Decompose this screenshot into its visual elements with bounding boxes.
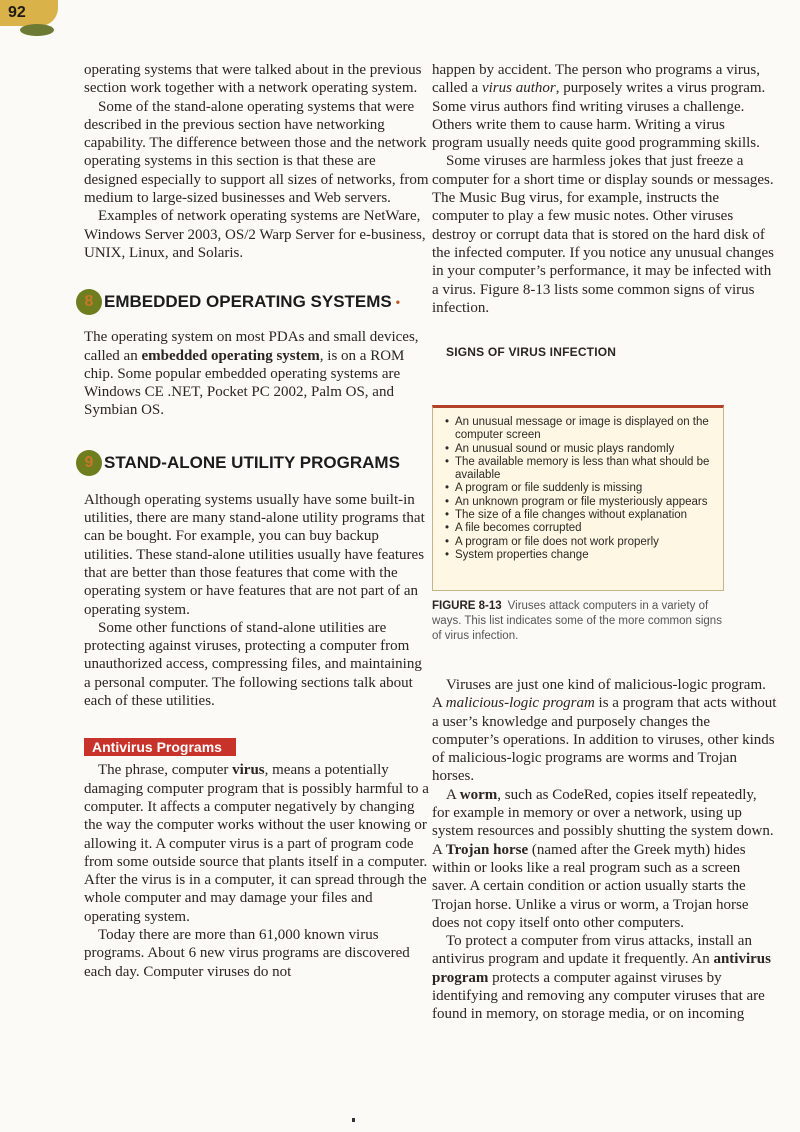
section-heading-utility bbox=[84, 449, 429, 477]
list-item: • An unknown program or file mysteriously appears bbox=[445, 496, 715, 509]
list-item: • An unusual message or image is displayed on the computer screen bbox=[445, 416, 715, 443]
page-number-leaf-icon bbox=[20, 24, 54, 36]
paragraph: The operating system on most PDAs and small devices, called an embedded operating system, is on a ROM chip. Some popular embedded operating systems are Windows CE .NET, Pocket PC 2002, Palm OS, and Symbian OS. bbox=[84, 329, 419, 419]
paragraph: Some of the stand-alone operating systems that were described in the previous section have networking capability. The difference between those and the network operating systems in this section is that these are designed especially to support all sizes of networks, from medium to large-sized businesses and Web servers. bbox=[84, 98, 429, 207]
section-title: EMBEDDED OPERATING SYSTEMS bbox=[104, 292, 392, 312]
figure-caption bbox=[432, 599, 722, 644]
right-column-bottom bbox=[432, 676, 777, 1024]
list-item: • System properties change bbox=[445, 549, 715, 562]
section-mark-icon: • bbox=[395, 295, 400, 310]
section-heading-embedded bbox=[84, 288, 429, 316]
list-item: • A program or file does not work properly bbox=[445, 536, 715, 549]
paragraph: Some other functions of stand-alone utilities are protecting against viruses, protecting a computer from unauthorized access, compressing files, and maintaining a personal computer. The following sections talk about each of these utilities. bbox=[84, 619, 422, 710]
paragraph: Viruses are just one kind of malicious-logic program. A malicious-logic program is a program that acts without a user’s knowledge and purposely changes the computer’s operations. In addition to viruses, other kinds of malicious-logic programs are worms and Trojan horses. bbox=[432, 677, 777, 785]
paragraph: The phrase, computer virus, means a potentially damaging computer program that is possibly harmful to a computer. It affects a computer negatively by changing the way the computer works without the user knowing or allowing it. A computer virus is a part of program code from some outside source that plants itself in a computer. After the virus is in a computer, it can spread through the whole computer and may damage your files and operating system. bbox=[84, 762, 429, 925]
paragraph: happen by accident. The person who programs a virus, called a virus author, purposely writes a virus program. Some virus authors find writing viruses a challenge. Others write them to cause harm. Writing a virus program usually needs quite good programming skills. bbox=[432, 62, 766, 152]
list-item: • A file becomes corrupted bbox=[445, 522, 715, 535]
paragraph: A worm, such as CodeRed, copies itself repeatedly, for example in memory or over a network, using up system resources and possibly shutting the system down. A Trojan horse (named after the Greek myth) hides within or looks like a real program such as a screen saver. A certain condition or action usually starts the Trojan horse. Unlike a virus or worm, a Trojan horse does not copy itself onto other computers. bbox=[432, 786, 774, 931]
list-item: • An unusual sound or music plays randomly bbox=[445, 443, 715, 456]
subsection-title-antivirus: Antivirus Programs bbox=[84, 738, 236, 756]
paragraph: To protect a computer from virus attacks, install an antivirus program and update it frequently. An antivirus program protects a computer against viruses by identifying and removing any computer viruses that are found in memory, on storage media, or on incoming bbox=[432, 933, 771, 1023]
paragraph: operating systems that were talked about in the previous section work together with a network operating system. bbox=[84, 62, 422, 97]
section-title: STAND-ALONE UTILITY PROGRAMS bbox=[104, 452, 400, 472]
list-item: • The size of a file changes without explanation bbox=[445, 509, 715, 522]
left-column bbox=[84, 61, 429, 981]
virus-signs-list bbox=[445, 416, 715, 562]
list-item: • A program or file suddenly is missing bbox=[445, 482, 715, 495]
paragraph: Some viruses are harmless jokes that just freeze a computer for a short time or display sounds or messages. The Music Bug virus, for example, instructs the computer to play a few music notes. Other viruses destroy or corrupt data that is stored on the hard disk of the infected computer. If you notice any unusual changes in your computer’s performance, it may be infected with a virus. Figure 8-13 lists some common signs of virus infection. bbox=[432, 153, 774, 316]
sidebar-box-title: SIGNS OF VIRUS INFECTION bbox=[446, 345, 617, 360]
figure-label: FIGURE 8-13 bbox=[432, 600, 502, 612]
paragraph: Today there are more than 61,000 known virus programs. About 6 new virus programs are discovered each day. Computer viruses do not bbox=[84, 926, 410, 980]
section-number-badge: 8 bbox=[76, 289, 102, 315]
page-number: 92 bbox=[0, 0, 58, 26]
virus-signs-box bbox=[432, 405, 724, 591]
page-dot bbox=[352, 1118, 355, 1122]
figure-text: Viruses attack computers in a variety of ways. This list indicates some of the more common signs of virus infection. bbox=[432, 600, 722, 642]
subsection-heading bbox=[84, 738, 429, 757]
list-item: • The available memory is less than what should be available bbox=[445, 456, 715, 483]
paragraph: Examples of network operating systems are NetWare, Windows Server 2003, OS/2 Warp Server for e-business, UNIX, Linux, and Solaris. bbox=[84, 208, 426, 261]
section-number-badge: 9 bbox=[76, 450, 102, 476]
paragraph: Although operating systems usually have some built-in utilities, there are many stand-alone utility programs that can be bought. For example, you can buy backup utilities. These stand-alone utilities usually have features that are better than those features that come with the operating system or have features that are not part of an operating system. bbox=[84, 491, 425, 618]
right-column-top bbox=[432, 61, 777, 361]
